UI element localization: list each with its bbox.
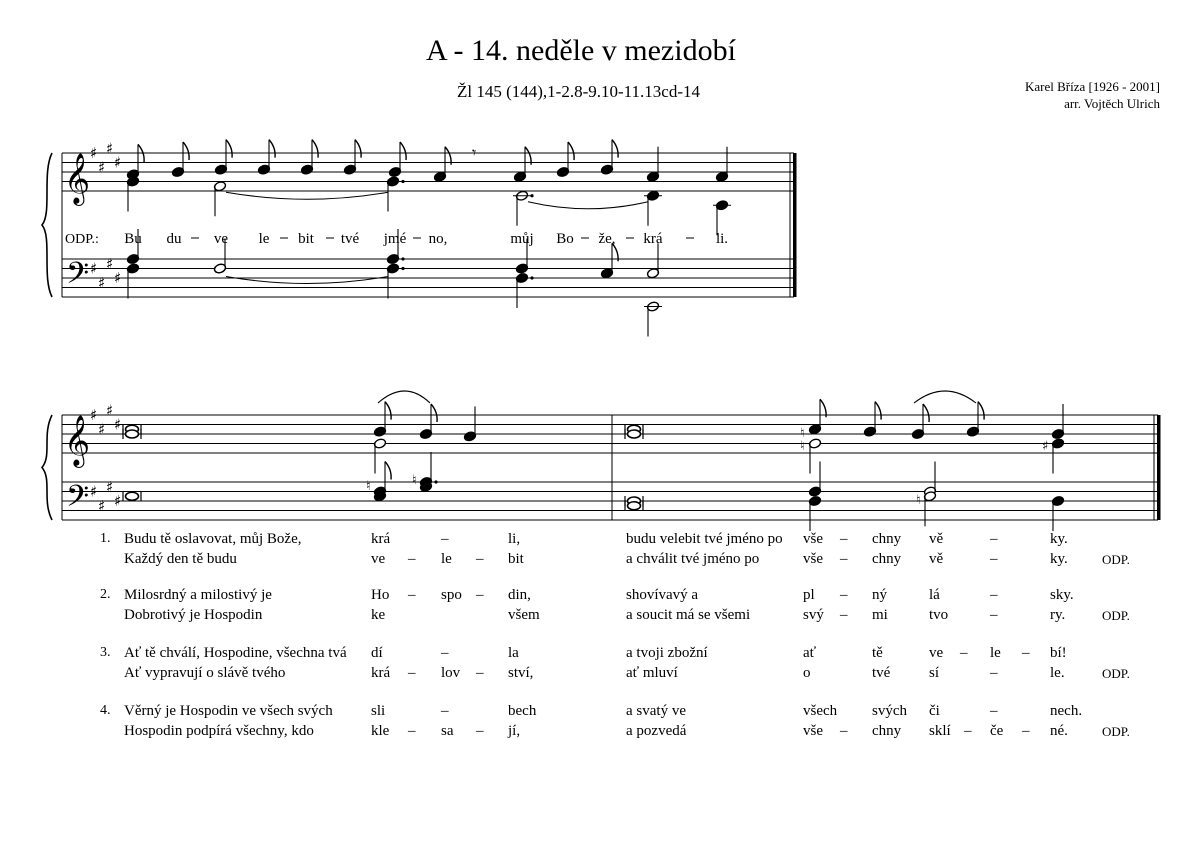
verse-mid-text: shovívavý a xyxy=(626,587,699,603)
verse-mid-text: a pozvedá xyxy=(626,723,687,739)
note-flag xyxy=(183,142,189,160)
bass-key-sharp: ♯ xyxy=(90,259,98,278)
natural-sign: ♮ xyxy=(800,426,805,441)
sharp-sign: ♯ xyxy=(1042,439,1049,454)
verse-syllable: o xyxy=(803,665,811,681)
lyric-dash: – xyxy=(964,723,972,739)
odp-marker: ODP. xyxy=(1102,608,1130,623)
verse-syllable: bit xyxy=(508,551,524,567)
treble-key-sharp: ♯ xyxy=(106,401,114,420)
verse-syllable: ry. xyxy=(1050,607,1066,623)
verse-mid-text: a svatý ve xyxy=(626,703,686,719)
verse-number: 2. xyxy=(100,587,111,602)
bass-breve xyxy=(126,492,139,500)
verse-syllable: pl xyxy=(803,587,815,603)
lyric-dash: – xyxy=(840,531,848,547)
verse-syllable: ný xyxy=(872,587,887,603)
bass-key-sharp: ♯ xyxy=(106,254,114,273)
refrain-syllable: jmé xyxy=(383,231,407,247)
natural-sign: ♮ xyxy=(366,479,371,494)
verse-mid-text: ať mluví xyxy=(626,665,678,681)
verse-lead-text: Dobrotivý je Hospodin xyxy=(124,607,263,623)
odp-marker: ODP. xyxy=(1102,724,1130,739)
bass-breve xyxy=(628,502,641,510)
system-brace xyxy=(42,415,52,520)
verse-number: 1. xyxy=(100,531,111,546)
slur xyxy=(914,391,976,403)
arranger-credit: arr. Vojtěch Ulrich xyxy=(1064,96,1160,111)
note-flag xyxy=(923,404,929,422)
treble-clef: 𝄞 xyxy=(64,415,91,466)
verse-syllable: tvo xyxy=(929,607,949,623)
natural-sign: ♮ xyxy=(800,439,805,454)
note-flag xyxy=(875,402,881,420)
verse-syllable: jí, xyxy=(508,723,521,739)
verse-syllable: či xyxy=(929,703,940,719)
lyric-dash: – xyxy=(990,587,998,603)
verse-syllable: bech xyxy=(508,703,537,719)
verse-lead-text: Ať tě chválí, Hospodine, všechna tvá xyxy=(124,645,347,661)
lyric-dash: – xyxy=(990,703,998,719)
lyric-dash: – xyxy=(990,607,998,623)
verse-number: 3. xyxy=(100,645,111,660)
bass-key-sharp: ♯ xyxy=(98,273,106,292)
treble-clef: 𝄞 xyxy=(64,153,91,204)
note-flag xyxy=(431,404,437,422)
bass-key-sharp: ♯ xyxy=(98,496,106,515)
verse-mid-text: budu velebit tvé jméno po xyxy=(626,531,783,547)
note-flag xyxy=(385,402,391,420)
note-dot xyxy=(401,267,404,270)
note-flag xyxy=(355,140,361,158)
verse-syllable: vše xyxy=(803,531,823,547)
bass-clef: 𝄢 xyxy=(66,480,90,521)
verse-syllable: krá xyxy=(371,531,391,547)
composer-credit: Karel Bříza [1926 - 2001] xyxy=(1024,79,1160,94)
lyric-dash: – xyxy=(840,551,848,567)
treble-key-sharp: ♯ xyxy=(114,415,122,434)
refrain-syllable: že, xyxy=(598,231,616,247)
verse-syllable: ství, xyxy=(508,665,534,681)
lyric-dash: – xyxy=(840,723,848,739)
refrain-syllable: Bu xyxy=(124,231,142,247)
verse-syllable: vše xyxy=(803,551,823,567)
bass-key-sharp: ♯ xyxy=(106,477,114,496)
verse-syllable: ať xyxy=(803,645,817,661)
lyric-dash: – xyxy=(990,531,998,547)
verse-syllable: Ho xyxy=(371,587,390,603)
lyric-dash: – xyxy=(1022,645,1030,661)
verse-syllable: ve xyxy=(371,551,386,567)
verse-syllable: né. xyxy=(1050,723,1068,739)
verse-mid-text: a chválit tvé jméno po xyxy=(626,551,760,567)
refrain-syllable: li. xyxy=(715,231,729,247)
verse-syllable: bí! xyxy=(1050,645,1067,661)
refrain-syllable: no, xyxy=(428,231,448,247)
lyric-dash: – xyxy=(441,703,449,719)
lyric-dash: – xyxy=(408,723,416,739)
verse-syllable: če xyxy=(990,723,1004,739)
note-flag xyxy=(269,140,275,158)
verse-syllable: lá xyxy=(929,587,940,603)
final-barline xyxy=(1157,415,1161,520)
lyric-dash: – xyxy=(476,723,484,739)
verse-syllable: kle xyxy=(371,723,390,739)
note-dot xyxy=(401,257,404,260)
verse-syllable: tě xyxy=(872,645,883,661)
lyric-dash: – xyxy=(1022,723,1030,739)
refrain-syllable: le xyxy=(258,231,270,247)
refrain-syllable: ve xyxy=(213,231,229,247)
verse-syllable: chny xyxy=(872,551,902,567)
psalm-reference: Žl 145 (144),1-2.8-9.10-11.13cd-14 xyxy=(457,82,700,101)
verse-syllable: krá xyxy=(371,665,391,681)
verse-lead-text: Každý den tě budu xyxy=(124,551,237,567)
system-brace xyxy=(42,153,52,297)
verse-syllable: tvé xyxy=(872,665,891,681)
note-dot xyxy=(530,276,533,279)
verse-syllable: všech xyxy=(803,703,838,719)
verse-syllable: nech. xyxy=(1050,703,1083,719)
verse-lead-text: Věrný je Hospodin ve všech svých xyxy=(124,703,333,719)
tie xyxy=(528,202,648,209)
treble-key-sharp: ♯ xyxy=(114,153,122,172)
note-dot xyxy=(434,480,437,483)
note-flag xyxy=(226,140,232,158)
verse-lead-text: Milosrdný a milostivý je xyxy=(124,587,272,603)
lyric-dash: – xyxy=(476,587,484,603)
verse-syllable: dí xyxy=(371,645,383,661)
verse-syllable: vě xyxy=(929,531,944,547)
note-flag xyxy=(568,142,574,160)
lyric-dash: – xyxy=(408,587,416,603)
treble-key-sharp: ♯ xyxy=(90,144,98,162)
verse-syllable: svý xyxy=(803,607,824,623)
verse-syllable: sí xyxy=(929,665,940,681)
verse-number: 4. xyxy=(100,703,111,718)
bass-key-sharp: ♯ xyxy=(90,482,98,501)
odp-marker: ODP. xyxy=(1102,666,1130,681)
verse-mid-text: a tvoji zbožní xyxy=(626,645,708,661)
bass-key-sharp: ♯ xyxy=(114,269,122,287)
refrain-syllable: Bo xyxy=(556,231,574,247)
verse-syllable: sky. xyxy=(1050,587,1074,603)
refrain-syllable: du xyxy=(166,231,182,247)
eighth-rest: 𝄾 xyxy=(472,143,477,162)
note-flag xyxy=(978,402,984,420)
lyric-dash: – xyxy=(441,531,449,547)
note-dot xyxy=(401,180,404,183)
verse-syllable: ky. xyxy=(1050,531,1068,547)
lyric-dash: – xyxy=(840,587,848,603)
bass-key-sharp: ♯ xyxy=(114,492,122,510)
slur xyxy=(378,391,430,403)
odp-marker: ODP. xyxy=(1102,552,1130,567)
verse-syllable: la xyxy=(508,645,519,661)
final-barline xyxy=(793,153,797,297)
verse-syllable: ve xyxy=(929,645,944,661)
verse-lead-text: Ať vypravují o slávě tvého xyxy=(124,665,286,681)
verse-syllable: sa xyxy=(441,723,454,739)
verse-syllable: lov xyxy=(441,665,461,681)
verse-syllable: ky. xyxy=(1050,551,1068,567)
treble-key-sharp: ♯ xyxy=(90,406,98,424)
verse-syllable: li, xyxy=(508,531,521,547)
note-flag xyxy=(312,140,318,158)
verse-lead-text: Hospodin podpírá všechny, kdo xyxy=(124,723,314,739)
bass-clef: 𝄢 xyxy=(66,257,90,298)
lyric-dash: – xyxy=(840,607,848,623)
page-title: A - 14. neděle v mezidobí xyxy=(426,34,736,67)
refrain-syllable: tvé xyxy=(340,231,360,247)
refrain-syllable: bit xyxy=(298,231,314,247)
lyric-dash: – xyxy=(408,551,416,567)
natural-sign: ♮ xyxy=(916,493,921,508)
natural-sign: ♮ xyxy=(412,473,417,488)
verse-mid-text: a soucit má se všemi xyxy=(626,607,751,623)
lyric-dash: – xyxy=(476,551,484,567)
verse-lead-text: Budu tě oslavovat, můj Bože, xyxy=(124,531,302,547)
tie xyxy=(226,192,388,199)
lyric-dash: – xyxy=(960,645,968,661)
lyric-dash: – xyxy=(441,645,449,661)
treble-key-sharp: ♯ xyxy=(98,420,106,439)
verse-syllable: din, xyxy=(508,587,531,603)
treble-key-sharp: ♯ xyxy=(106,139,114,158)
note-flag xyxy=(385,462,391,480)
verse-syllable: sli xyxy=(371,703,386,719)
verse-syllable: vě xyxy=(929,551,944,567)
verse-syllable: chny xyxy=(872,531,902,547)
verse-syllable: le. xyxy=(1050,665,1065,681)
verse-syllable: všem xyxy=(508,607,540,623)
lyric-dash: – xyxy=(476,665,484,681)
treble-key-sharp: ♯ xyxy=(98,158,106,177)
lyric-dash: – xyxy=(990,551,998,567)
alto-breve xyxy=(126,430,139,438)
verse-syllable: le xyxy=(990,645,1001,661)
verse-syllable: chny xyxy=(872,723,902,739)
lyric-dash: – xyxy=(408,665,416,681)
verse-syllable: vše xyxy=(803,723,823,739)
refrain-syllable: můj xyxy=(510,231,534,247)
alto-breve xyxy=(628,430,641,438)
verse-syllable: spo xyxy=(441,587,462,603)
note-flag xyxy=(400,142,406,160)
note-flag xyxy=(612,140,618,158)
verse-syllable: sklí xyxy=(929,723,951,739)
verse-syllable: ke xyxy=(371,607,386,623)
verse-syllable: svých xyxy=(872,703,907,719)
refrain-syllable: krá xyxy=(643,231,663,247)
lyric-dash: – xyxy=(990,665,998,681)
refrain-label: ODP.: xyxy=(65,232,99,247)
verse-syllable: le xyxy=(441,551,452,567)
verse-syllable: mi xyxy=(872,607,888,623)
